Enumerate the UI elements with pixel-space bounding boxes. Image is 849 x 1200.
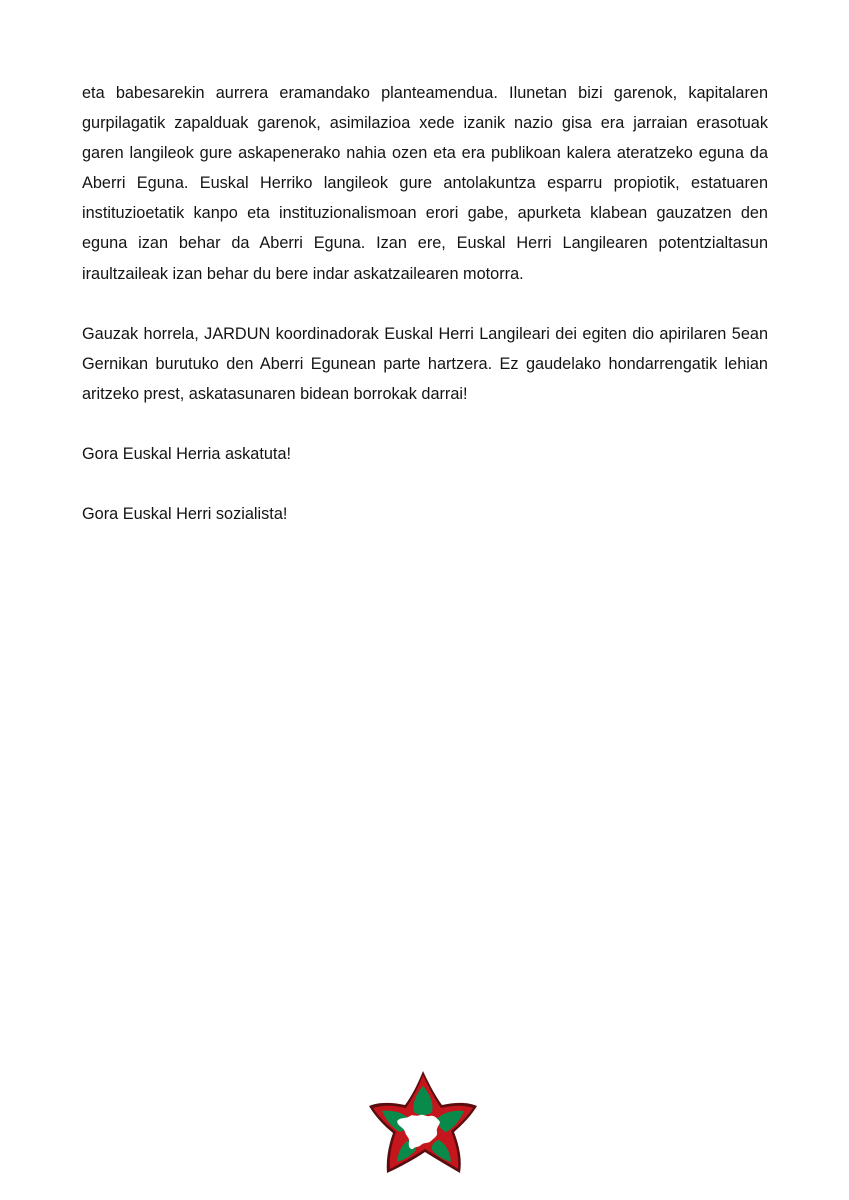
- star-map-logo-icon: [368, 1070, 478, 1174]
- body-paragraph-1: eta babesarekin aurrera eramandako planteamendua. Ilunetan bizi garenok, kapitalaren gurpilagatik zapalduak garenok, asimilazioa xede izanik nazio gisa era jarraian erasotuak garen langileok gure askapenerako nahia ozen eta era publikoan kalera ateratzeko eguna da Aberri Eguna. Euskal Herriko langileok gure antolakuntza esparru propiotik, estatuaren instituzioetatik kanpo eta instituzionalismoan erori gabe, apurketa klabean gauzatzen den eguna izan behar da Aberri Eguna. Izan ere, Euskal Herri Langilearen potentzialtasun iraultzaileak izan behar du bere indar askatzailearen motorra.: [82, 84, 768, 283]
- body-paragraph-2: Gauzak horrela, JARDUN koordinadorak Euskal Herri Langileari dei egiten dio apirilaren 5ean Gernikan burutuko den Aberri Egunean parte hartzera. Ez gaudelako hondarrengatik lehian aritzeko prest, askatasunaren bidean borrokak darrai!: [82, 324, 768, 403]
- slogan-1: Gora Euskal Herria askatuta!: [82, 445, 292, 464]
- slogan-2: Gora Euskal Herri sozialista!: [82, 505, 288, 524]
- document-body: [82, 78, 768, 560]
